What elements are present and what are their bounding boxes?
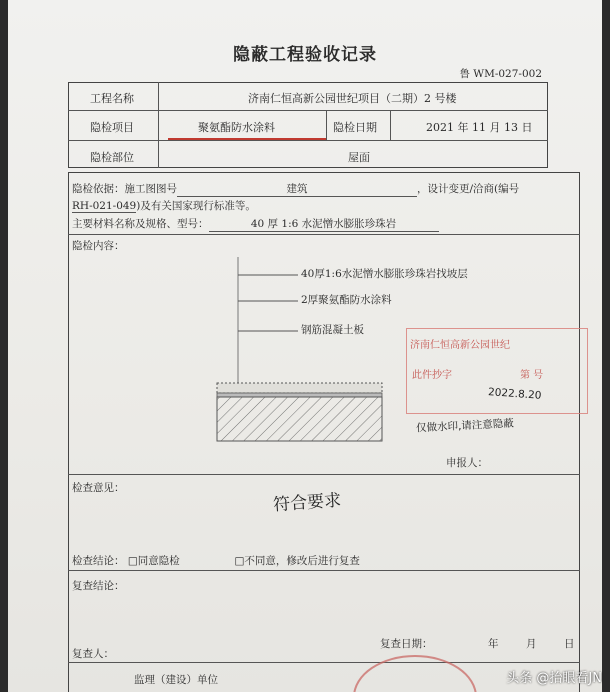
project-name-label: 工程名称 (90, 92, 134, 105)
stamp-line-1: 济南仁恒高新公园世纪 (410, 340, 510, 351)
option-agree: □同意隐检 (127, 555, 180, 567)
check-conclusion-line (72, 553, 360, 568)
basis-code-line (72, 198, 256, 213)
supervision-label: 监理（建设）单位 (134, 674, 218, 686)
inspect-item-value: 聚氨酯防水涂料 (198, 121, 275, 134)
option-disagree: □不同意，修改后进行复查 (234, 555, 360, 567)
inspect-part-label: 隐检部位 (90, 151, 134, 164)
layer-diagram (203, 255, 398, 450)
reporter-label: 申报人： (446, 457, 488, 469)
red-underline (168, 138, 326, 140)
inspect-date-label: 隐检日期 (333, 121, 377, 134)
handwritten-note: 仅做水印,请注意隐蔽 (415, 417, 515, 435)
stamp-line-3: 第 号 (520, 370, 544, 381)
opinion-signature: 符合要求 (272, 490, 342, 516)
basis-drawing: 建筑 (177, 181, 417, 197)
review-conclusion-label: 复查结论： (72, 580, 125, 592)
stamp-line-2: 此件抄字 (412, 370, 452, 381)
basis-code-no: RH-021-049 (72, 200, 137, 212)
document-title: 隐蔽工程验收记录 (233, 45, 377, 65)
check-conclusion-label: 检查结论： (72, 555, 125, 567)
review-year-label: 年 (488, 638, 499, 650)
content-label: 隐检内容： (72, 240, 125, 252)
form-code: 鲁 WM-027-002 (459, 68, 542, 80)
basis-line (72, 181, 519, 197)
review-day-label: 日 (564, 638, 575, 650)
basis-prefix: 隐检依据：施工图图号 (72, 183, 177, 195)
basis-suffix: ，设计变更/洽商(编号 (417, 183, 520, 195)
slope-layer (217, 383, 382, 393)
handwritten-date: 2022.8.20 (487, 386, 542, 402)
review-month-label: 月 (526, 638, 537, 650)
check-opinion-label: 检查意见： (72, 482, 125, 494)
layer-label-3: 钢筋混凝土板 (301, 324, 364, 336)
materials-prefix: 主要材料名称及规格、型号： (72, 218, 209, 230)
materials-line (72, 216, 439, 232)
project-name-value: 济南仁恒高新公园世纪项目（二期）2 号楼 (248, 92, 457, 105)
inspect-item-label: 隐检项目 (90, 121, 134, 134)
waterproof-layer (217, 393, 382, 397)
layer-label-2: 2厚聚氨酯防水涂料 (301, 294, 392, 306)
concrete-slab (217, 397, 382, 441)
review-date-label: 复查日期： (380, 638, 433, 650)
inspect-date-value: 2021 年 11 月 13 日 (426, 121, 533, 134)
basis-code-suffix: )及有关国家现行标准等。 (136, 200, 256, 212)
document-page (8, 0, 602, 692)
inspect-part-value: 屋面 (348, 151, 370, 164)
materials-value: 40 厚 1:6 水泥憎水膨胀珍珠岩 (209, 216, 439, 232)
watermark: 头条 @抬眼看JN (506, 671, 602, 686)
reviewer-label: 复查人： (72, 648, 114, 660)
layer-label-1: 40厚1:6水泥憎水膨胀珍珠岩找坡层 (301, 268, 468, 280)
